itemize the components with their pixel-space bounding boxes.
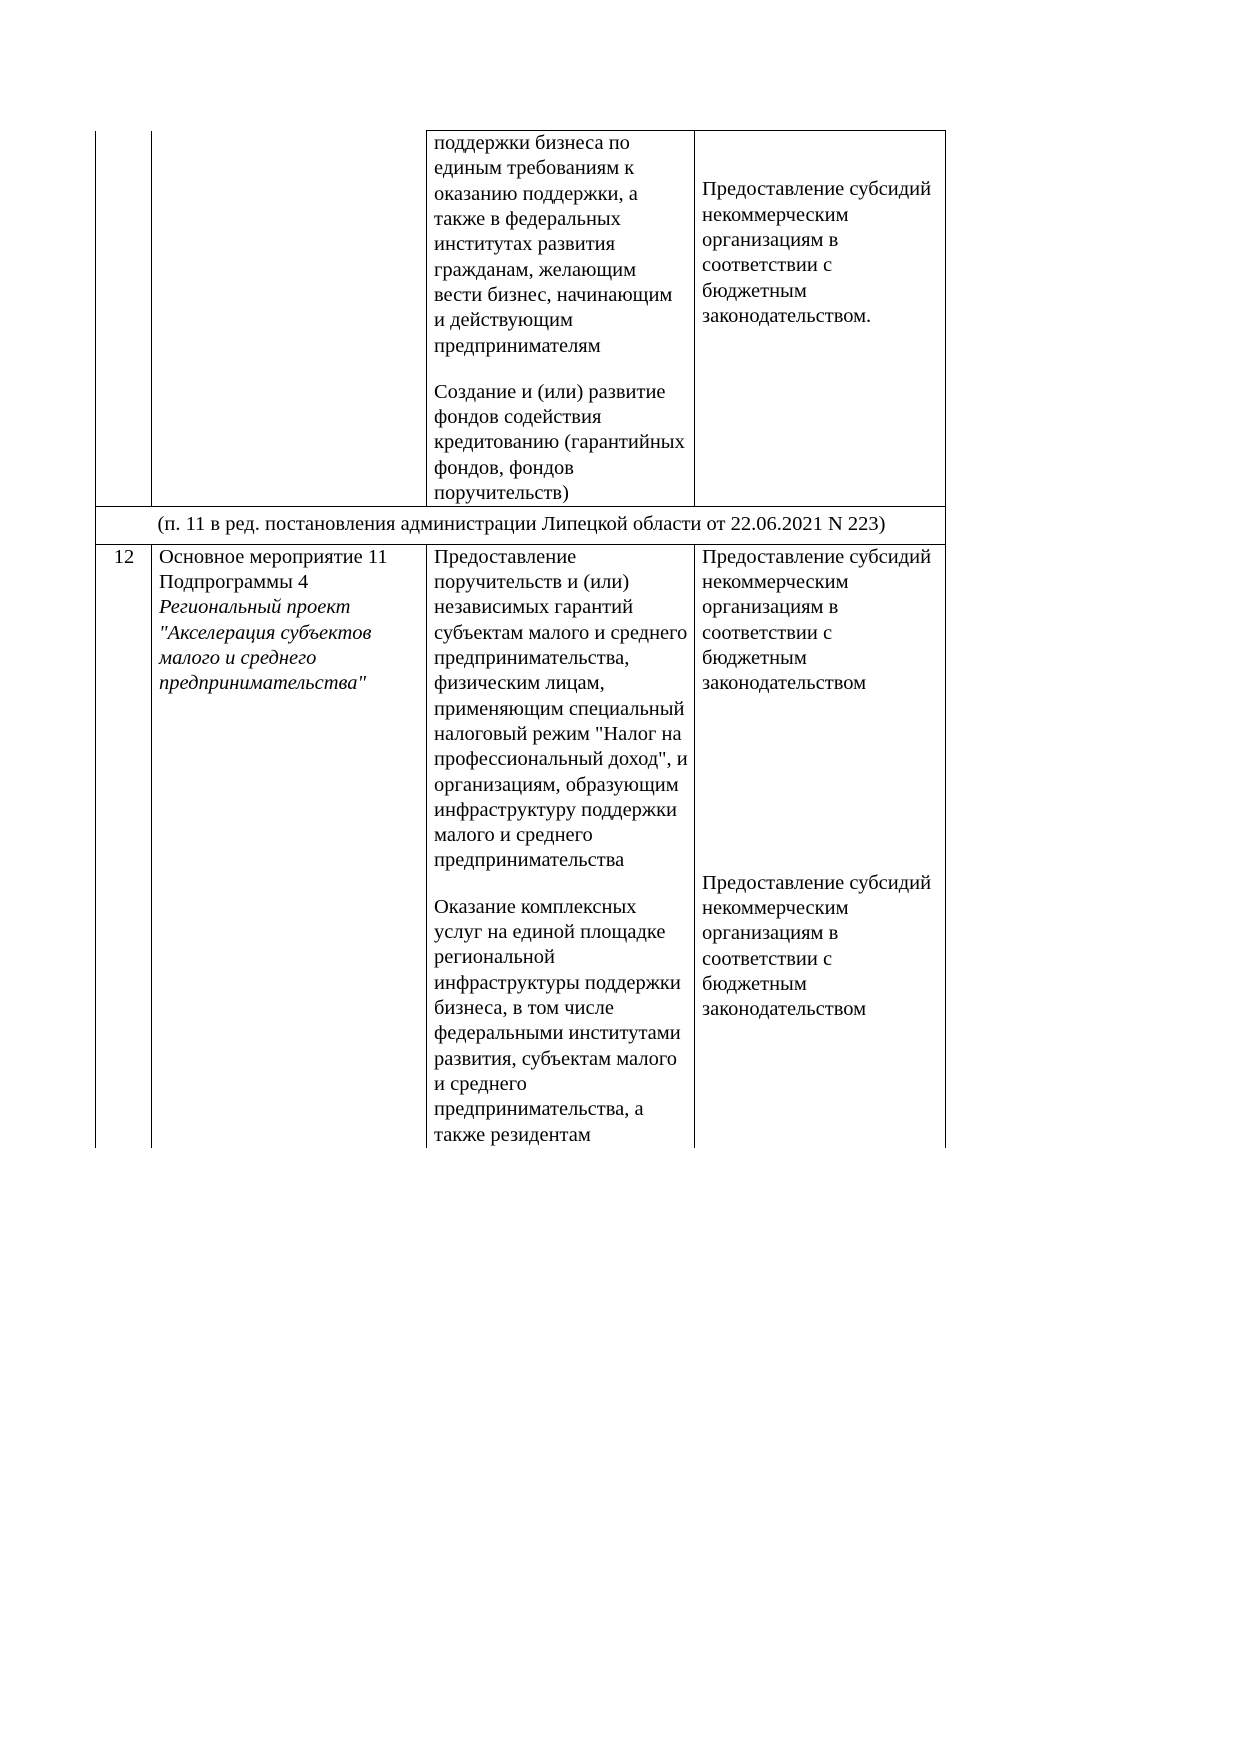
amendment-note-text: (п. 11 в ред. постановления администрации Липецкой области от 22.06.2021 N 223) [157, 513, 886, 536]
support-block: Предоставление субсидий некоммерческим организациям в соответствии с бюджетным законодательством [702, 545, 932, 695]
row-number-cell: 12 [96, 544, 152, 1148]
support-block: Предоставление субсидий некоммерческим организациям в соответствии с бюджетным законодательством. [702, 178, 932, 327]
description-block: поддержки бизнеса по единым требованиям к оказанию поддержки, а также в федеральных институтах развития гражданам, желающим вести бизнес, начинающим и действующим предпринимателям [434, 132, 673, 357]
table-row [96, 544, 946, 1148]
description-block: Создание и (или) развитие фондов содействия кредитованию (гарантийных фондов, фондов поручительств) [434, 380, 685, 505]
amendment-note [96, 507, 946, 544]
support-block: Предоставление субсидий некоммерческим организациям в соответствии с бюджетным законодательством [702, 871, 932, 1021]
description-cell [427, 131, 695, 507]
description-cell [427, 544, 695, 1148]
measure-name-cell [152, 131, 427, 507]
measure-name-cell [152, 544, 427, 1148]
amendment-note-row [96, 507, 946, 544]
row-number-cell [96, 131, 152, 507]
measure-name-regular: Основное мероприятие 11 Подпрограммы 4 [159, 545, 388, 593]
description-block: Предоставление поручительств и (или) независимых гарантий субъектам малого и среднего предпринимательства, физическим лицам, применяющим специальный налоговый режим "Налог на профессиональный доход", и организациям, образующим инфраструктуру поддержки малого и среднего предпринимательства [434, 545, 688, 872]
support-type-cell [695, 544, 946, 1148]
regulatory-table [95, 130, 946, 1148]
measure-name-italic: Региональный проект "Акселерация субъектов малого и среднего предпринимательства" [159, 596, 372, 695]
description-block: Оказание комплексных услуг на единой площадке региональной инфраструктуры поддержки бизнеса, в том числе федеральными институтами развития, субъектам малого и среднего предпринимательства, а также резидентам [434, 895, 681, 1146]
table-row [96, 131, 946, 507]
support-type-cell [695, 131, 946, 507]
